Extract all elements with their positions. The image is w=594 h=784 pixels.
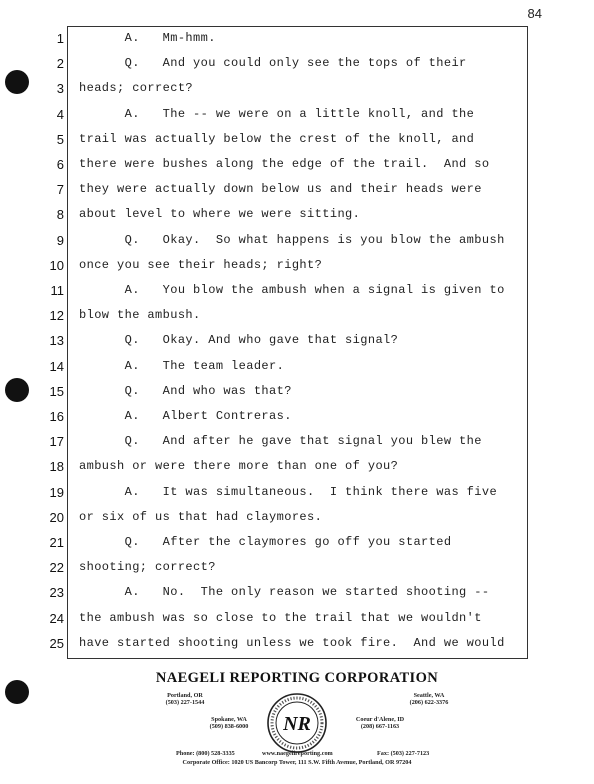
transcript-line: A. It was simultaneous. I think there was five xyxy=(79,484,498,499)
company-seal xyxy=(266,692,328,754)
office-city: Coeur d'Alene, ID xyxy=(355,716,405,723)
line-number: 13 xyxy=(49,333,64,349)
line-number: 19 xyxy=(49,484,64,500)
line-number: 18 xyxy=(49,459,64,475)
office-portland xyxy=(150,692,220,706)
transcript-line: Q. And after he gave that signal you blew the xyxy=(79,434,482,449)
fax-text: Fax: (503) 227-7123 xyxy=(377,750,430,757)
line-number: 25 xyxy=(49,635,64,651)
transcript-line: A. Albert Contreras. xyxy=(79,409,292,423)
line-number: 4 xyxy=(56,106,64,122)
transcript-line: heads; correct? xyxy=(79,81,194,96)
transcript-line: the ambush was so close to the trail that we wouldn't xyxy=(79,610,482,625)
transcript-line: they were actually down below us and their heads were xyxy=(79,182,482,197)
transcript-line: Q. And you could only see the tops of their xyxy=(79,56,467,71)
office-phone: (206) 622-3376 xyxy=(409,699,449,706)
line-number: 15 xyxy=(49,383,64,399)
transcript-line: A. The -- we were on a little knoll, and the xyxy=(79,106,475,121)
line-number: 1 xyxy=(56,31,64,46)
line-number: 17 xyxy=(49,434,64,450)
office-coeur xyxy=(340,716,420,730)
transcript-line: shooting; correct? xyxy=(79,560,216,575)
website-link[interactable]: www.naegelireporting.com xyxy=(262,750,333,757)
page-number: 84 xyxy=(527,6,542,21)
line-number: 21 xyxy=(49,535,64,550)
transcript-line: blow the ambush. xyxy=(79,308,201,323)
transcript-line: trail was actually below the crest of the knoll, and xyxy=(79,131,475,146)
transcript-line: Q. Okay. And who gave that signal? xyxy=(79,333,399,348)
seal-monogram: NR xyxy=(283,713,311,735)
line-number: 2 xyxy=(56,56,64,72)
line-number: 20 xyxy=(49,509,64,525)
line-number: 22 xyxy=(49,560,64,576)
line-number: 16 xyxy=(49,409,64,424)
footer xyxy=(0,664,594,784)
office-phone: (503) 227-1544 xyxy=(165,699,205,706)
transcript-line: Q. Okay. So what happens is you blow the ambush xyxy=(79,232,505,247)
binder-hole-top xyxy=(5,70,29,94)
line-number: 12 xyxy=(49,308,64,324)
transcript-line: have started shooting unless we took fire. And we would xyxy=(79,635,505,650)
line-number: 6 xyxy=(56,157,64,172)
company-name: NAEGELI REPORTING CORPORATION xyxy=(155,670,439,686)
phone-text: Phone: (800) 528-3335 xyxy=(176,750,235,757)
transcript-line: A. The team leader. xyxy=(79,358,285,373)
line-number: 23 xyxy=(49,585,64,601)
binder-hole-middle xyxy=(5,378,29,402)
office-phone: (509) 838-6000 xyxy=(209,723,249,730)
office-phone: (208) 667-1163 xyxy=(360,723,400,730)
transcript-line: or six of us that had claymores. xyxy=(79,509,323,524)
line-number: 24 xyxy=(49,610,64,626)
line-number: 11 xyxy=(50,283,64,298)
line-number: 10 xyxy=(49,257,64,273)
transcript-line: ambush or were there more than one of you? xyxy=(79,459,399,474)
transcript-line: Q. And who was that? xyxy=(79,383,292,398)
transcript-line: there were bushes along the edge of the trail. And so xyxy=(79,157,490,171)
transcript-line: about level to where we were sitting. xyxy=(79,207,361,222)
line-number: 14 xyxy=(49,358,64,374)
line-number: 7 xyxy=(56,182,64,198)
office-city: Seattle, WA xyxy=(413,692,445,699)
transcript-line: A. Mm-hmm. xyxy=(79,31,216,45)
transcript-line: once you see their heads; right? xyxy=(79,257,323,272)
line-number: 3 xyxy=(56,81,64,97)
transcript-line: Q. After the claymores go off you started xyxy=(79,535,452,549)
office-city: Spokane, WA xyxy=(211,716,247,723)
office-city: Portland, OR xyxy=(167,692,203,699)
corporate-office: Corporate Office: 1020 US Bancorp Tower, 111 S.W. Fifth Avenue, Portland, OR 97204 xyxy=(182,759,412,766)
line-number: 5 xyxy=(56,131,64,147)
office-spokane xyxy=(194,716,264,730)
line-number: 8 xyxy=(56,207,64,223)
office-seattle xyxy=(394,692,464,706)
line-number: 9 xyxy=(56,232,64,248)
transcript-line: A. You blow the ambush when a signal is given to xyxy=(79,283,505,297)
transcript-line: A. No. The only reason we started shooting -- xyxy=(79,585,490,600)
